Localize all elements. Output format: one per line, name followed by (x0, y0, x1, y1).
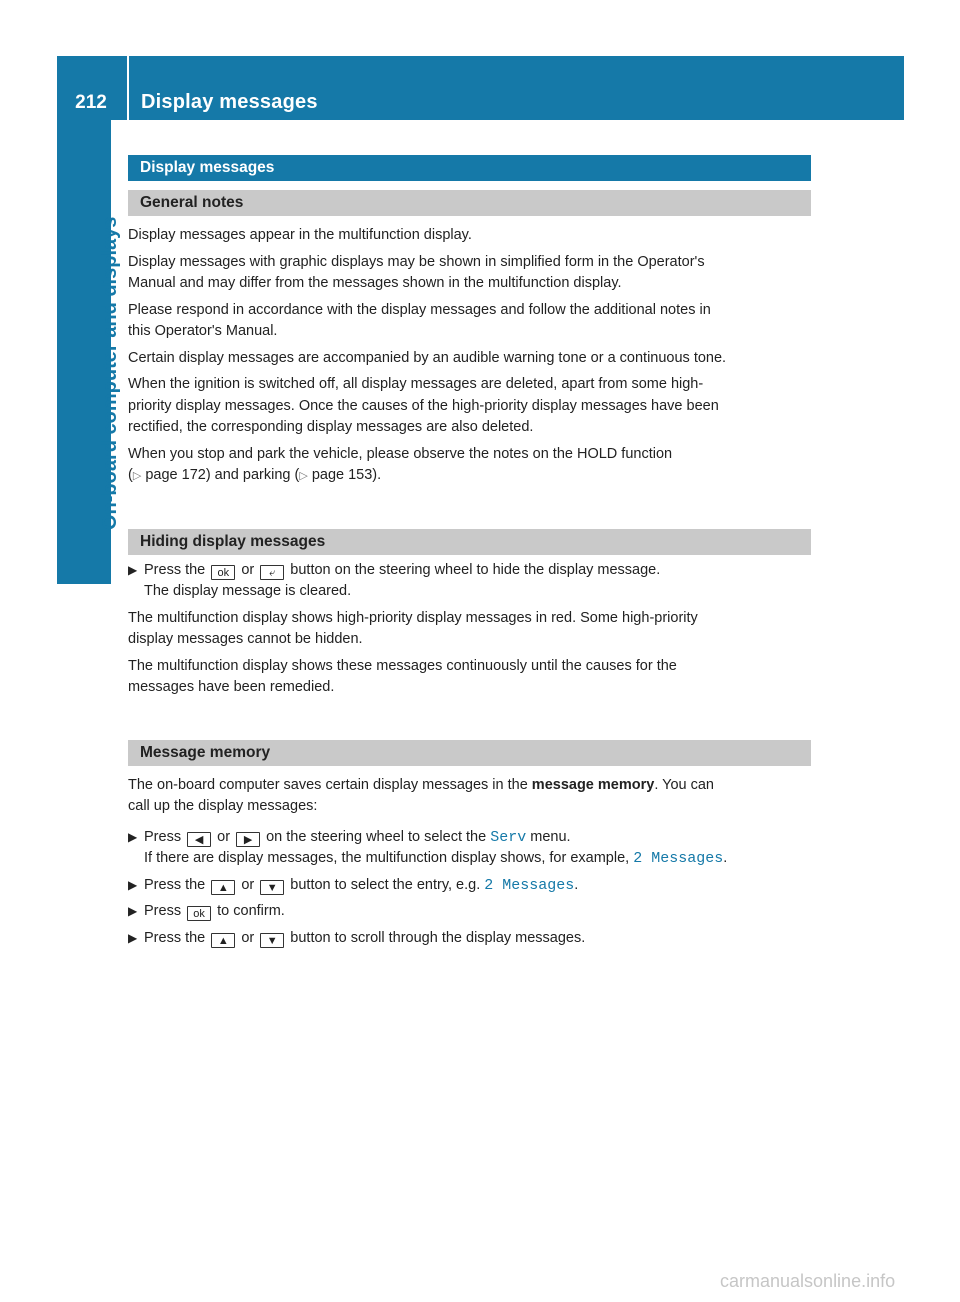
display-text: 2 Messages (633, 850, 724, 867)
ok-key-icon: ok (187, 906, 211, 921)
text-line: this Operator's Manual. (128, 323, 278, 339)
paragraph (128, 252, 811, 295)
step-text: Press (144, 828, 182, 845)
paragraph (128, 608, 811, 651)
text-line: display messages cannot be hidden. (128, 631, 363, 647)
display-text: Serv (490, 828, 527, 846)
text-line: The multifunction display shows high-priority display messages in red. Some high-priority (128, 609, 698, 626)
paren: ( (128, 467, 133, 483)
text: . (723, 850, 728, 866)
step-text: or (241, 929, 255, 946)
text-line: When the ignition is switched off, all display messages are deleted, apart from some high- (128, 376, 704, 392)
header-title: Display messages (141, 91, 318, 113)
text-line: Please respond in accordance with the display messages and follow the additional notes in (128, 301, 711, 318)
step-arrow-icon: ▶ (128, 930, 138, 945)
step-result (144, 848, 811, 870)
text-line (128, 465, 811, 488)
page-ref-link[interactable]: page 153). (311, 467, 382, 483)
step-text: button on the steering wheel to hide the display message. (290, 561, 661, 578)
text-line: call up the display messages: (128, 798, 318, 814)
back-key-icon: ⤶ (260, 565, 284, 580)
text-line: The multifunction display shows these messages continuously until the causes for the (128, 657, 677, 674)
page-content (128, 155, 811, 949)
down-key-icon: ▼ (260, 933, 284, 948)
paragraph: Display messages appear in the multifunction display. (128, 227, 472, 243)
display-text: 2 Messages (484, 876, 575, 894)
step-text: button to scroll through the display messages. (290, 929, 586, 946)
step-text: Press the (144, 561, 206, 578)
up-key-icon: ▲ (211, 880, 235, 895)
text: . You can (654, 776, 714, 793)
text: The on-board computer saves certain display messages in the (128, 776, 528, 793)
step-text: . (574, 876, 579, 893)
text-line: messages have been remedied. (128, 679, 335, 695)
section-title: Display messages (128, 155, 811, 181)
ok-key-icon: ok (211, 565, 235, 580)
down-key-icon: ▼ (260, 880, 284, 895)
step-text: menu. (530, 828, 571, 845)
paragraph (128, 656, 811, 699)
header-divider (127, 56, 129, 120)
chapter-label: On-board computer and displays (99, 216, 121, 530)
step-text: Press (144, 903, 182, 919)
step-text: on the steering wheel to select the (266, 828, 487, 845)
bold-term: message memory (531, 776, 655, 793)
general-notes-heading: General notes (128, 190, 811, 216)
left-key-icon: ◀ (187, 832, 211, 847)
step-arrow-icon: ▶ (128, 829, 138, 844)
instruction-step (128, 928, 811, 950)
text-line (128, 775, 811, 797)
step-text: Press the (144, 876, 206, 893)
up-key-icon: ▲ (211, 933, 235, 948)
hiding-heading: Hiding display messages (128, 529, 811, 555)
watermark: carmanualsonline.info (720, 1271, 896, 1291)
step-text: or (241, 561, 255, 578)
message-memory-heading: Message memory (128, 740, 811, 766)
text: If there are display messages, the multifunction display shows, for example, (144, 850, 630, 866)
instruction-step (128, 875, 811, 897)
instruction-step (128, 901, 811, 923)
paragraph: Certain display messages are accompanied by an audible warning tone or a continuous tone. (128, 349, 727, 366)
text-line: Display messages with graphic displays may be shown in simplified form in the Operator's (128, 253, 705, 270)
step-arrow-icon: ▶ (128, 562, 138, 577)
page-ref-icon: ▷ (299, 470, 308, 482)
step-text: or (241, 876, 255, 893)
page-ref-link[interactable]: page 172) and parking ( (145, 467, 300, 483)
text-line: When you stop and park the vehicle, please observe the notes on the HOLD function (128, 445, 673, 462)
instruction-step (128, 560, 811, 603)
paragraph (128, 374, 811, 439)
paragraph (128, 444, 811, 488)
step-result: The display message is cleared. (144, 583, 352, 599)
step-text: button to select the entry, e.g. (290, 876, 481, 893)
text-line: priority display messages. Once the causes of the high-priority display messages have been (128, 397, 719, 414)
step-arrow-icon: ▶ (128, 904, 138, 918)
paragraph (128, 300, 811, 343)
step-text: Press the (144, 929, 206, 946)
right-key-icon: ▶ (236, 832, 260, 847)
paragraph (128, 775, 811, 818)
text-line: Manual and may differ from the messages shown in the multifunction display. (128, 275, 622, 291)
step-text: to confirm. (217, 903, 285, 919)
step-text: or (217, 828, 231, 845)
text-line: rectified, the corresponding display messages are also deleted. (128, 419, 534, 435)
step-arrow-icon: ▶ (128, 877, 138, 892)
instruction-step (128, 827, 811, 870)
page-ref-icon: ▷ (132, 470, 142, 482)
page-number: 212 (75, 92, 107, 113)
